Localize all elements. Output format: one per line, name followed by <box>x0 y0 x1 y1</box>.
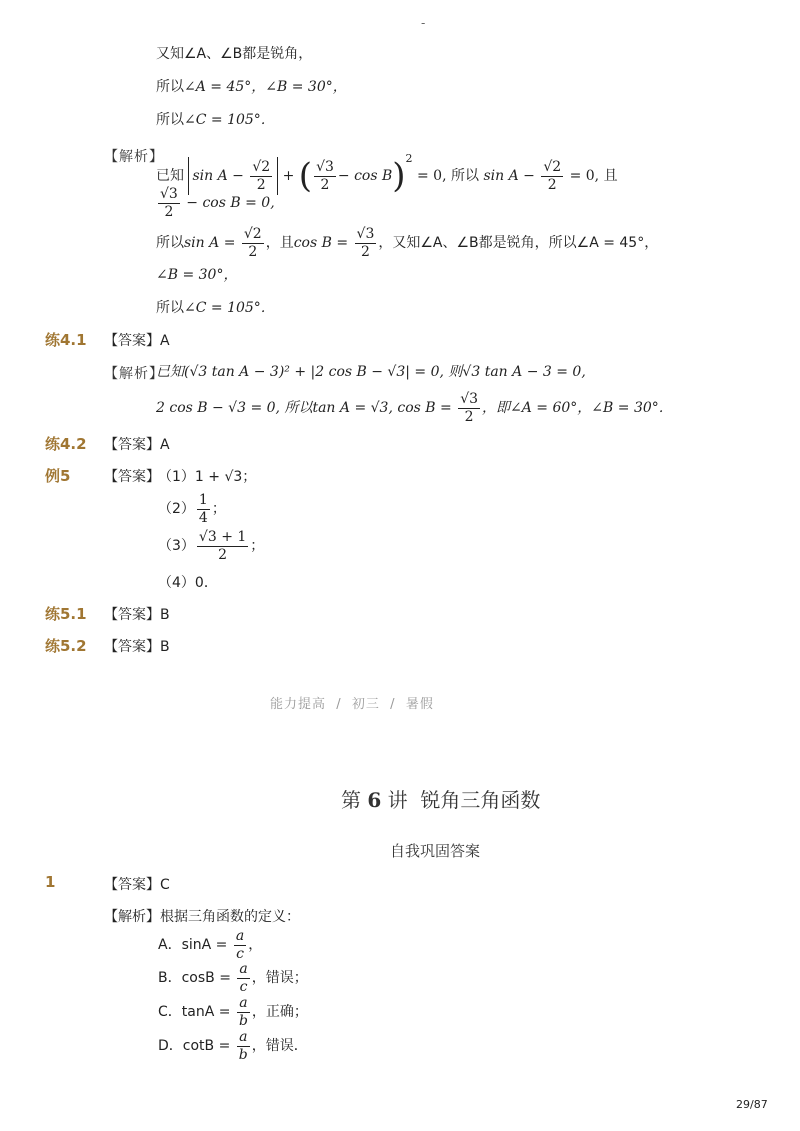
right-paren: ) <box>392 156 406 196</box>
sin-a-equals: sin A = <box>184 235 236 251</box>
numerator: a <box>235 927 245 944</box>
option-a-end: ， <box>248 937 263 953</box>
practice-4-1-label: 练4.1 <box>45 331 87 349</box>
cos-b-text: − cos B <box>337 168 393 184</box>
so-label: 所以 <box>156 79 184 95</box>
practice-4-1-analysis-line1 <box>156 362 586 382</box>
practice-4-1-analysis-line2 <box>156 389 673 427</box>
numerator: √3 <box>460 390 479 407</box>
numerator: a <box>239 960 248 977</box>
denominator: 2 <box>464 408 474 425</box>
angle-result-line <box>156 77 347 97</box>
practice-4-2-label: 练4.2 <box>45 435 87 453</box>
option-c-text: C．tanA = <box>158 1004 231 1020</box>
example-5-part-2 <box>158 490 226 528</box>
fraction-a-over-b <box>237 995 250 1030</box>
equals-zero-so: = 0, 所以 <box>416 168 479 184</box>
fraction-sqrt3-over-2 <box>355 226 377 261</box>
fraction-a-over-b <box>237 1029 250 1064</box>
top-mark: - <box>421 16 426 30</box>
option-d-text: D．cotB = <box>158 1038 231 1054</box>
numerator: √3 + 1 <box>198 528 247 545</box>
cos-b-zero: − cos B = 0, <box>186 195 275 211</box>
denominator: b <box>238 1046 248 1063</box>
denominator: 2 <box>547 176 557 193</box>
option-d-end: ，错误． <box>251 1038 308 1054</box>
fraction-sqrt2-over-2 <box>242 226 264 261</box>
practice-5-2-answer: 【答案】B <box>104 639 170 655</box>
numerator: √2 <box>243 225 262 242</box>
sin-a-text: sin A − <box>192 168 244 184</box>
option-b-end: ，错误； <box>251 970 308 986</box>
practice-5-2-label: 练5.2 <box>45 637 87 655</box>
fraction-sqrt3-over-2 <box>458 391 480 426</box>
numerator: a <box>237 995 250 1013</box>
fraction-sqrt2-over-2-b <box>541 159 563 194</box>
practice-5-1-answer: 【答案】B <box>104 607 170 623</box>
values-line <box>156 224 658 262</box>
option-b-text: B．cosB = <box>158 970 231 986</box>
denominator: 2 <box>360 243 370 260</box>
so-label: 所以 <box>156 235 184 251</box>
question-1-label: 1 <box>45 873 56 891</box>
fraction-a-over-c <box>237 961 249 996</box>
denominator: 2 <box>164 203 174 220</box>
numerator: √2 <box>252 158 271 175</box>
numerator: √3 <box>316 158 334 175</box>
practice-4-2-answer: 【答案】A <box>104 437 170 453</box>
numerator: √3 <box>356 225 375 242</box>
equation-text: 已知(√3 tan A − 3)² + |2 cos B − √3| = 0, 则√3 tan A − 3 = 0, <box>156 364 586 380</box>
angle-c-line <box>156 110 275 130</box>
cos-condition-line <box>156 184 275 222</box>
denominator: 2 <box>256 176 266 193</box>
fraction-sqrt3-over-2 <box>158 186 180 221</box>
lecture-title <box>341 784 540 813</box>
example-5-part-3 <box>158 527 264 565</box>
practice-5-1-label: 练5.1 <box>45 605 87 623</box>
lecture-number: 6 <box>367 788 382 812</box>
option-c-end: ，正确； <box>251 1004 308 1020</box>
known-label: 已知 <box>156 168 184 184</box>
option-c <box>158 993 308 1031</box>
numerator: a <box>237 1029 250 1047</box>
example-5-answer-tag: 【答案】 <box>104 469 160 485</box>
equals-zero-and: = 0, 且 <box>569 168 618 184</box>
fraction-sqrt3-plus-1-over-2 <box>197 529 248 564</box>
title-prefix: 第 <box>341 788 361 812</box>
question-1-answer: 【答案】C <box>104 877 170 893</box>
part-label: （2） <box>158 501 195 517</box>
denominator: 2 <box>320 176 330 193</box>
angle-c-value: ∠C = 105°． <box>184 112 275 128</box>
example-5-label: 例5 <box>45 467 71 485</box>
angle-conclusion: ，即∠A = 60°，∠B = 30°． <box>482 400 673 416</box>
angle-b-value: ∠B = 30°， <box>156 267 238 283</box>
exponent: 2 <box>405 152 413 165</box>
acute-conclusion: ，又知∠A、∠B都是锐角，所以∠A = 45°， <box>378 235 659 251</box>
numerator: √2 <box>543 158 562 175</box>
example-5-part-4: （4）0． <box>158 575 218 591</box>
so-label: 所以 <box>156 112 184 128</box>
semicolon: ； <box>250 538 265 554</box>
denominator: 4 <box>198 509 208 526</box>
angle-values: ∠A = 45°，∠B = 30°， <box>184 79 347 95</box>
numerator: 1 <box>198 491 208 508</box>
so-label: 所以 <box>156 300 184 316</box>
fraction-one-quarter <box>197 492 210 527</box>
left-paren: ( <box>298 156 313 196</box>
fraction-sqrt3-over-2 <box>314 159 336 194</box>
part-label: （3） <box>158 538 195 554</box>
practice-4-1-answer: 【答案】A <box>104 333 170 349</box>
denominator: 2 <box>248 243 258 260</box>
numerator: √3 <box>160 185 178 202</box>
practice-4-1-analysis-tag: 【解析】 <box>104 366 164 382</box>
breadcrumb: 能力提高 / 初三 / 暑假 <box>270 697 434 712</box>
fraction-a-over-c <box>234 928 246 963</box>
plus-sign: + <box>282 168 295 184</box>
denominator: c <box>236 945 244 962</box>
option-a-text: A．sinA = <box>158 937 228 953</box>
option-d <box>158 1027 308 1065</box>
known-acute-line: 又知∠A、∠B都是锐角， <box>156 46 313 62</box>
angle-b-line <box>156 265 237 285</box>
analysis-tag: 【解析】 <box>104 149 164 165</box>
section-subtitle: 自我巩固答案 <box>390 842 481 860</box>
sin-a-minus: sin A − <box>483 168 535 184</box>
denominator: c <box>239 978 248 995</box>
angle-c-value: ∠C = 105°． <box>184 300 275 316</box>
denominator: 2 <box>218 546 228 563</box>
denominator: b <box>238 1012 248 1029</box>
page-number: 29/87 <box>736 1098 768 1111</box>
cos-b-equals: cos B = <box>293 235 349 251</box>
angle-c-line-2 <box>156 298 275 318</box>
semicolon: ； <box>211 501 226 517</box>
title-text: 讲 锐角三角函数 <box>387 788 541 812</box>
question-1-analysis: 【解析】根据三角函数的定义： <box>104 909 300 925</box>
and-label: ，且 <box>265 235 294 251</box>
example-5-part-1: （1）1 + √3； <box>158 469 257 485</box>
option-b <box>158 959 308 997</box>
equation-text: 2 cos B − √3 = 0, 所以tan A = √3, cos B = <box>156 400 452 416</box>
